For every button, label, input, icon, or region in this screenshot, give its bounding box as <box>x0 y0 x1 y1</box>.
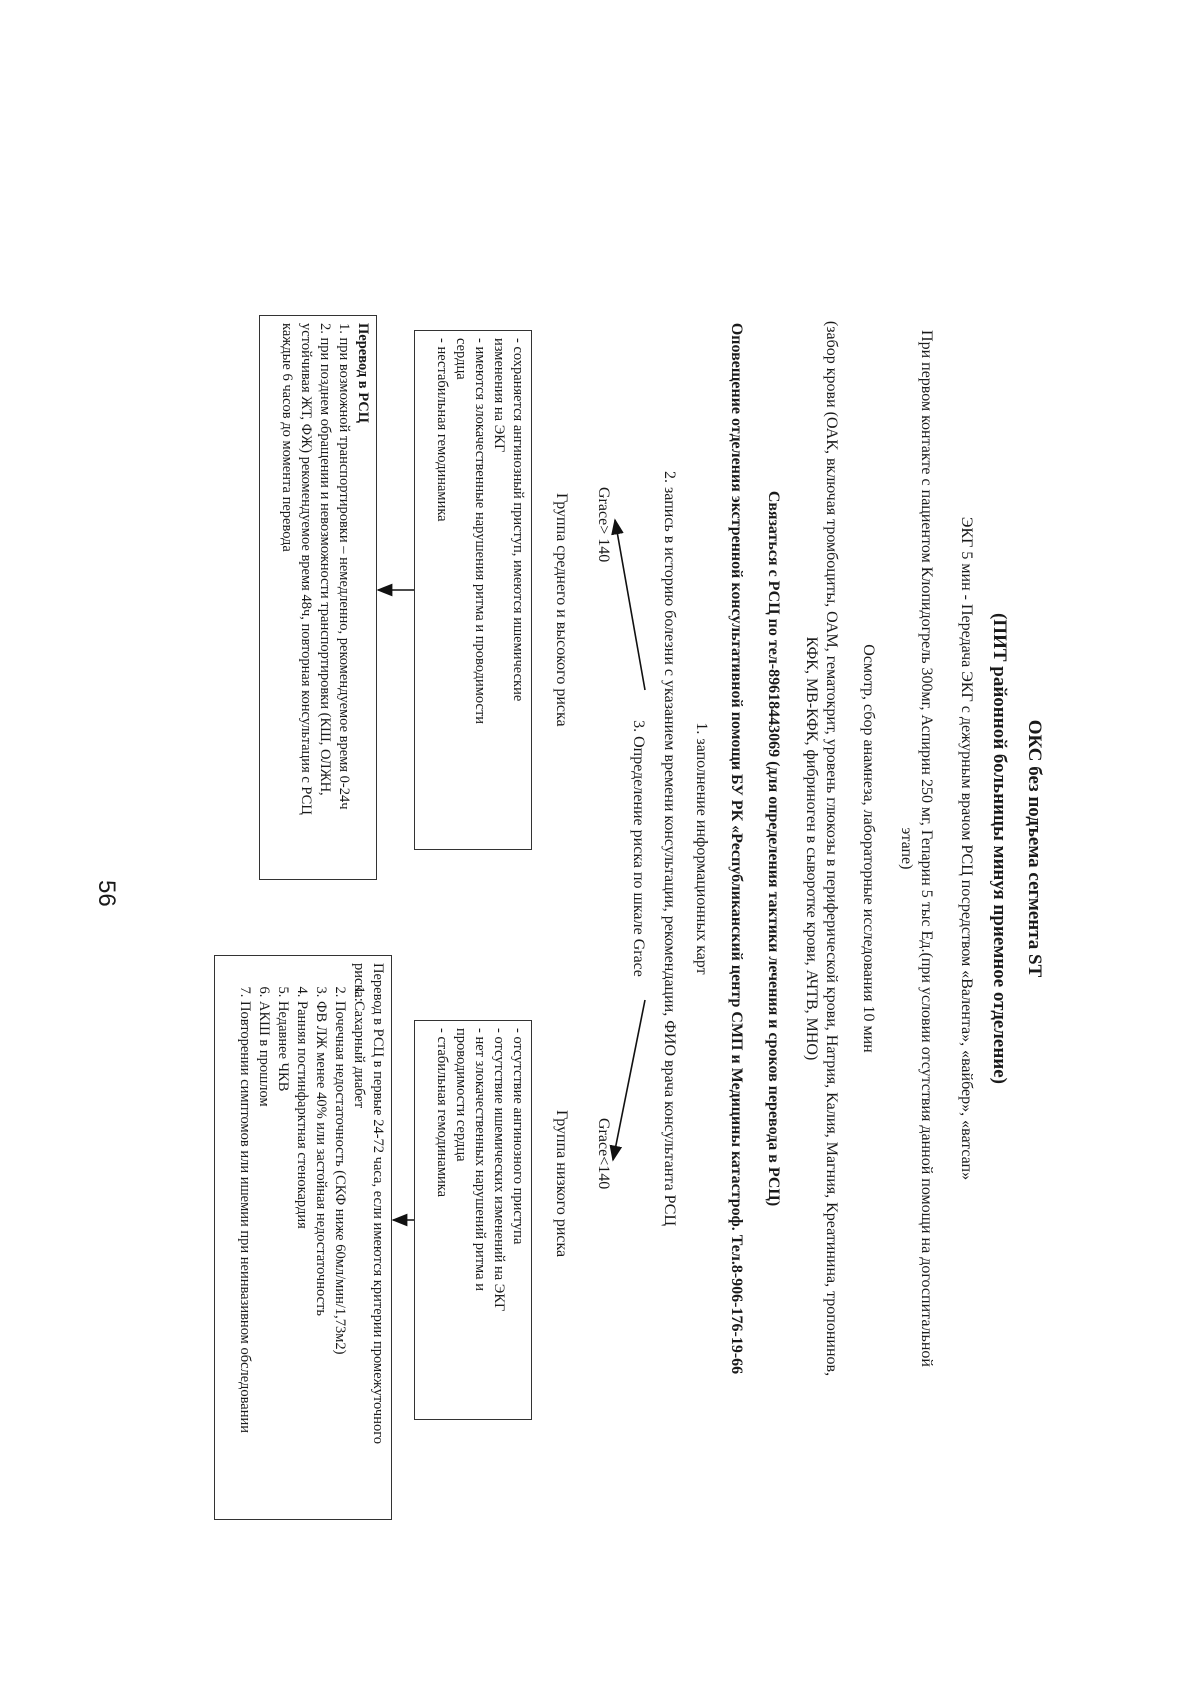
first-contact-line1: При первом контакте с пациентом Клопидогрель 300мг, Аспирин 250 мг, Гепарин 5 тыс Ед.(при условии отсутствия данной помощи на догоспитальной <box>918 330 935 1367</box>
page-subtitle: (ПИТ районной больницы минуя приемное отделение) <box>989 612 1010 1085</box>
contact-rsc: Связаться с РСЦ по тел-89618443069 (для определения тактики лечения и сроков перевода в РСЦ) <box>765 490 782 1207</box>
step-2: 2. запись в историю болезни с указанием времени консультации, рекомендации, ФИО врача консультанта РСЦ <box>661 470 678 1226</box>
high-risk-line: изменения на ЭКГ <box>491 338 507 453</box>
first-contact-line2: этапе) <box>898 827 915 870</box>
transfer-line: 2. при позднем обращении и невозможности транспортировки (КШ, ОЛЖН, <box>317 323 333 796</box>
transfer-line: каждые 6 часов до момента перевода <box>279 323 295 552</box>
step-1: 1. заполнение информационных карт <box>693 722 710 975</box>
criteria-intro: риска: <box>351 963 367 1002</box>
notify-line: Оповещение отделения экстренной консультативной помощи БУ РК «Республиканский центр СМП и Медицины катастроф. Тел.8-906-176-19-66 <box>728 322 745 1375</box>
group-high-label: Группа среднего и высокого риска <box>553 493 570 727</box>
high-risk-line: - сохраняется ангинозный приступ, имеются ишемические <box>510 338 526 702</box>
transfer-heading: Перевод в РСЦ <box>355 323 371 423</box>
criteria-item: 5. Недавнее ЧКВ <box>273 1001 292 1512</box>
criteria-item: 6. АКШ в прошлом <box>254 1001 273 1512</box>
low-risk-line: - отсутствие ишемических изменений на ЭКГ <box>491 1028 507 1312</box>
blood-line2: КФК, МВ-КФК, фибриноген в сыворотке крови, АЧТВ, МНО) <box>803 636 820 1061</box>
high-risk-line: сердца <box>453 338 469 380</box>
arrow-to-high-risk <box>615 520 645 690</box>
blood-line1: (забор крови (ОАК, включая тромбоциты, ОАМ, гематокрит, уровень глюкозы в периферической крови, Натрия, Калия, Магния, Креатинина, тропонинов, <box>823 320 840 1377</box>
step-3: 3. Определение риска по шкале Grace <box>630 720 647 977</box>
criteria-item: 1. Сахарный диабет <box>349 1001 368 1512</box>
criteria-item: 4. Ранняя постинфарктная стенокардия <box>292 1001 311 1512</box>
arrow-to-low-risk <box>613 1000 645 1160</box>
criteria-item: 3. ФВ ЛЖ менее 40% или застойная недостаточность <box>311 1001 330 1512</box>
low-risk-line: - отсутствие ангинозного приступа <box>510 1028 526 1245</box>
grace-high-label: Grace> 140 <box>595 487 612 563</box>
grace-low-label: Grace<140 <box>595 1118 612 1190</box>
criteria-intro: Перевод в РСЦ в первые 24-72 часа, если имеются критерии промежуточного <box>370 963 386 1445</box>
exam-line: Осмотр, сбор анамнеза, лабораторные исследования 10 мин <box>860 644 877 1053</box>
transfer-line: устойчивая ЖТ, ФЖ) рекомендуемое время 48ч, повторная консультация с РСЦ <box>298 323 314 815</box>
low-risk-line: - стабильная гемодинамика <box>434 1028 450 1198</box>
page-number: 56 <box>93 880 120 907</box>
page-title: ОКС без подъема сегмента ST <box>1024 719 1045 978</box>
transfer-line: 1. при возможной транспортировки – немедленно, рекомендуемое время 0-24ч <box>336 323 352 810</box>
high-risk-line: - нестабильная гемодинамика <box>434 338 450 522</box>
high-risk-line: - имеются злокачественные нарушения ритма и проводимости <box>472 338 488 725</box>
low-risk-line: - нет злокачественных нарушений ритма и <box>472 1028 488 1291</box>
criteria-item: 7. Повторении симптомов или ишемии при неинвазивном обследовании <box>235 1001 254 1512</box>
criteria-item: 2. Почечная недостаточность (СКФ ниже 60мл/мин/1,73м2) <box>330 1001 349 1512</box>
group-low-label: Группа низкого риска <box>553 1110 570 1258</box>
low-risk-line: проводимости сердца <box>453 1028 469 1162</box>
ecg-line: ЭКГ 5 мин - Передача ЭКГ с дежурным врачом РСЦ посредством «Валента», «вайбер», «ватсап» <box>958 516 975 1181</box>
